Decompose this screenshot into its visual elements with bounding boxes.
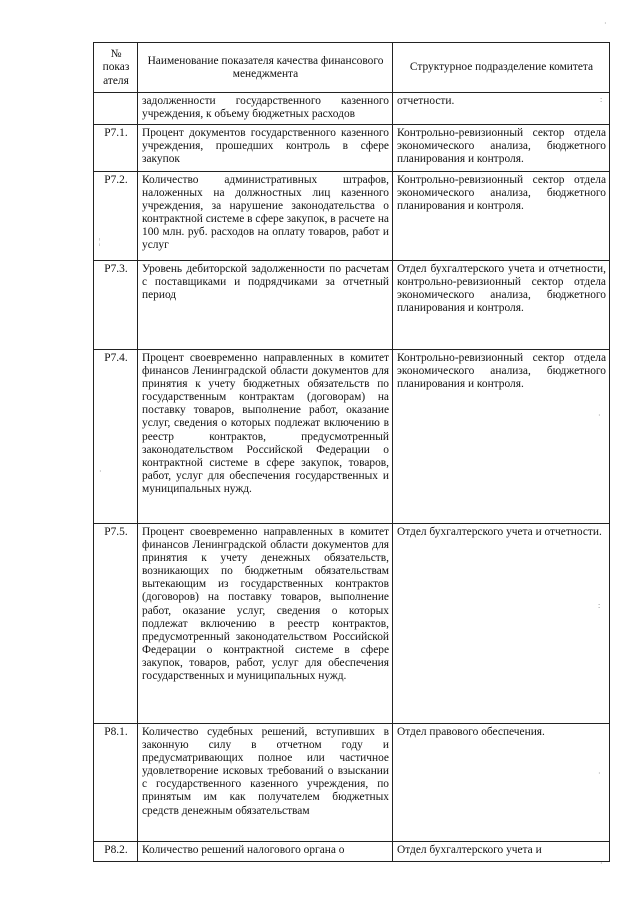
indicator-name: Количество административных штрафов, наложенных на должностных лиц казенного учреждения, за нарушение законодательства о контрактной системе в сфере закупок, в расчете на 100 млн. руб. расходов на оплату товаров, работ и услуг [138,172,393,261]
scan-speck: : [600,95,603,104]
indicator-number: Р7.3. [94,261,138,350]
indicator-name: Количество судебных решений, вступивших в законную силу в отчетном году и предусматривающих полное или частичное удовлетворение исковых требований о взыскании с государственного казенного учреждения, по принятым им как получателем бюджетных средств денежным обязательствам [138,724,393,842]
table-row [94,524,610,724]
table-row [94,125,610,172]
department: Отдел бухгалтерского учета и [393,842,610,862]
scan-speck: · [604,19,607,28]
table-row [94,172,610,261]
scan-speck: : [598,601,601,610]
indicator-number: Р8.2. [94,842,138,862]
indicator-name: Количество решений налогового органа о [138,842,393,862]
department: Контрольно-ревизионный сектор отдела экономического анализа, бюджетного планирования и контроля. [393,350,610,524]
department: Отдел правового обеспечения. [393,724,610,842]
indicator-number: Р7.1. [94,125,138,172]
header-number: № показ ателя [94,43,138,93]
department: Контрольно-ревизионный сектор отдела экономического анализа, бюджетного планирования и контроля. [393,125,610,172]
table-row [94,724,610,842]
header-indicator-name: Наименование показателя качества финансового менеджмента [138,43,393,93]
table-row [94,350,610,524]
table-row [94,93,610,125]
scan-speck: · [99,467,102,476]
indicator-number [94,93,138,125]
indicator-number: Р7.5. [94,524,138,724]
indicator-name: задолженности государственного казенного учреждения, к объему бюджетных расходов [138,93,393,125]
indicator-name: Процент своевременно направленных в комитет финансов Ленинградской области документов для принятия к учету бюджетных обязательств по государственным контрактам (договорам) на поставку товаров, выполнение работ, оказание услуг, сведения о которых подлежат включению в реестр контрактов, предусмотренный законодательством Российской Федерации о контрактной системе в сфере закупок, товаров, работ, услуг для обеспечения государственных и муниципальных нужд. [138,350,393,524]
scan-speck: ¦ [99,237,101,246]
department: Контрольно-ревизионный сектор отдела экономического анализа, бюджетного планирования и контроля. [393,172,610,261]
scan-speck: · [600,859,603,868]
table-header-row [94,43,610,93]
indicator-number: Р8.1. [94,724,138,842]
scan-speck: · [598,769,601,778]
indicator-number: Р7.2. [94,172,138,261]
department: Отдел бухгалтерского учета и отчетности, контрольно-ревизионный сектор отдела экономического анализа, бюджетного планирования и контроля. [393,261,610,350]
header-department: Структурное подразделение комитета [393,43,610,93]
table-row [94,261,610,350]
department: Отдел бухгалтерского учета и отчетности. [393,524,610,724]
indicators-table [93,42,610,862]
indicator-name: Уровень дебиторской задолженности по расчетам с поставщиками и подрядчиками за отчетный период [138,261,393,350]
indicator-name: Процент своевременно направленных в комитет финансов Ленинградской области документов для принятия к учету денежных обязательств, возникающих по бюджетным обязательствам вытекающим из государственных контрактов (договоров) на поставку товаров, выполнение работ, оказание услуг, сведения о которых подлежат включению в реестр контрактов, предусмотренный законодательством Российской Федерации о контрактной системе в сфере закупок, товаров, работ, услуг для обеспечения государственных и муниципальных нужд. [138,524,393,724]
scan-speck: · [598,411,601,420]
indicator-number: Р7.4. [94,350,138,524]
department: отчетности. [393,93,610,125]
indicator-name: Процент документов государственного казенного учреждения, прошедших контроль в сфере закупок [138,125,393,172]
table-row [94,842,610,862]
